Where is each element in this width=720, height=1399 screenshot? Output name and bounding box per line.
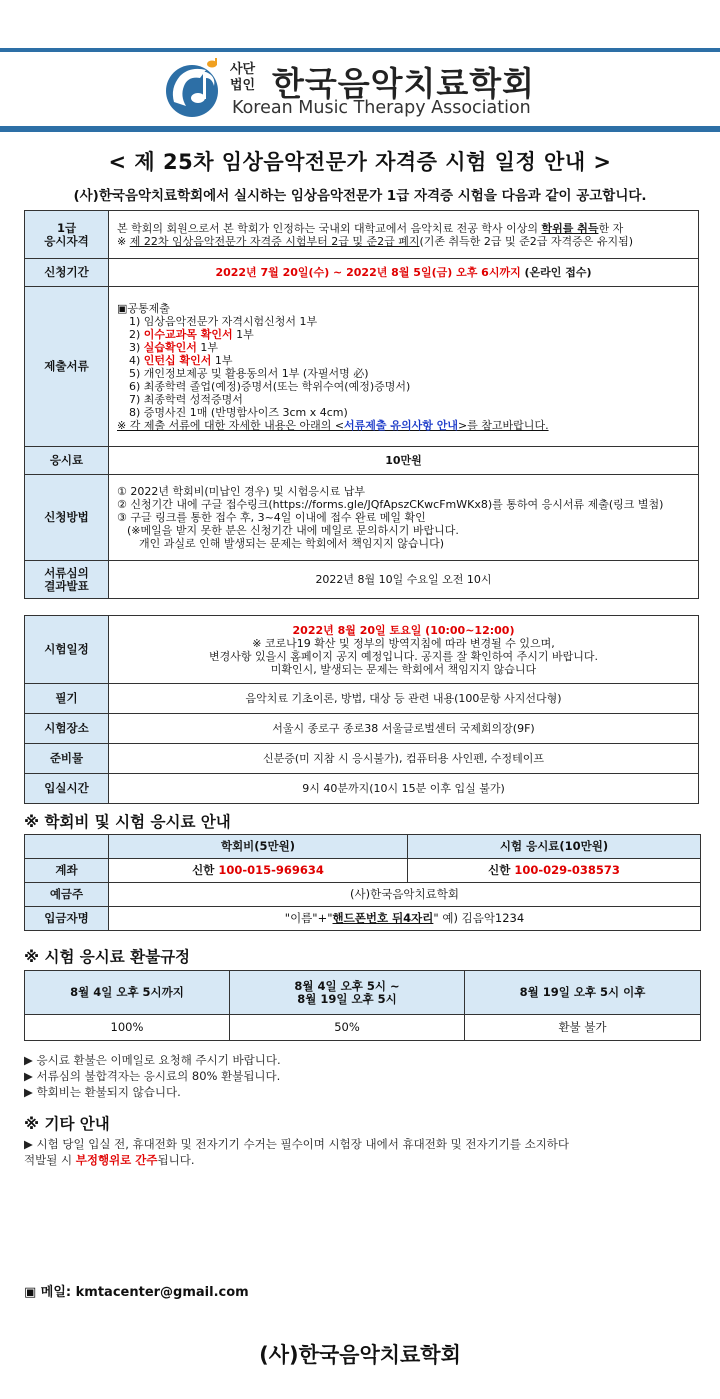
qualification-value: 본 학회의 회원으로서 본 학회가 인정하는 국내외 대학교에서 음악치료 전공 학사 이상의 학위를 취득한 자 ※ 제 22차 임상음악전문가 자격증 시험부터 2급 및 준2급 폐지(기존 취득한 2급 및 준2급 자격증은 유지됨) [109,211,699,259]
org-logo [160,56,580,124]
fee-label: 응시료 [25,447,109,475]
refund-col-half: 8월 4일 오후 5시 ~ 8월 19일 오후 5시 [230,971,465,1015]
account-label: 계좌 [25,859,109,883]
method-label: 신청방법 [25,475,109,561]
page-title: < 제 25차 임상음악전문가 자격증 시험 일정 안내 > [108,150,612,174]
table-row [25,561,699,599]
depositor-label: 입금자명 [25,907,109,931]
table-row [25,287,699,447]
membership-account: 신한 100-015-969634 [109,859,408,883]
table-row [25,684,699,714]
table-row [25,859,701,883]
org-name-korean: 한국음악치료학회 [272,64,536,103]
holder-label: 예금주 [25,883,109,907]
footer-org-name: (사)한국음악치료학회 [259,1343,461,1367]
table-row [25,259,699,287]
etc-section-title: ※ 기타 안내 [24,1115,110,1133]
page-subtitle: (사)한국음악치료학회에서 실시하는 임상음악전문가 1급 자격증 시험을 다음과 같이 공고합니다. [73,188,647,204]
payment-table [24,834,701,931]
org-name-english: Korean Music Therapy Association [232,98,531,118]
review-label: 서류심의 결과발표 [25,561,109,599]
review-value: 2022년 8월 10일 수요일 오전 10시 [109,561,699,599]
etc-notes: ▶ 시험 당일 입실 전, 휴대전화 및 전자기기 수거는 필수이며 시험장 내에서 휴대전화 및 전자기기를 소지하다 적발될 시 부정행위로 간주됩니다. [24,1137,570,1167]
application-info-table [24,210,699,599]
refund-section-title: ※ 시험 응시료 환불규정 [24,948,191,966]
header-top-bar [0,48,720,52]
exam-date-value: 2022년 8월 20일 토요일 (10:00~12:00) ※ 코로나19 확산 및 정부의 방역지침에 따라 변경될 수 있으며, 변경사항 있을시 홈페이지 공지 예정입니다. 공지를 잘 확인하여 주시기 바랍니다. 미확인시, 발생되는 문제는 학회에서 책임지지 않습니다 [109,616,699,684]
fee-value: 10만원 [109,447,699,475]
table-row [25,883,701,907]
exam-date-label: 시험일정 [25,616,109,684]
prep-value: 신분증(미 지참 시 응시불가), 컴퓨터용 사인펜, 수정테이프 [109,744,699,774]
table-row [25,211,699,259]
email-link[interactable]: kmtacenter@gmail.com [75,1285,249,1300]
documents-label: 제출서류 [25,287,109,447]
header-bottom-bar [0,126,720,132]
written-value: 음악치료 기초이론, 방법, 대상 등 관련 내용(100문항 사지선다형) [109,684,699,714]
place-value: 서울시 종로구 종로38 서울글로벌센터 국제회의장(9F) [109,714,699,744]
holder-value: (사)한국음악치료학회 [109,883,701,907]
entry-value: 9시 40분까지(10시 15분 이후 입실 불가) [109,774,699,804]
payment-section-title: ※ 학회비 및 시험 응시료 안내 [24,813,231,831]
exam-account: 신한 100-029-038573 [408,859,701,883]
table-row [25,744,699,774]
table-row [25,714,699,744]
music-note-emblem-icon [160,58,226,120]
table-row [25,447,699,475]
table-row [25,616,699,684]
place-label: 시험장소 [25,714,109,744]
refund-col-none: 8월 19일 오후 5시 이후 [465,971,701,1015]
refund-value-half: 50% [230,1015,465,1041]
qualification-label: 1급 응시자격 [25,211,109,259]
payment-corner-cell [25,835,109,859]
org-type-label: 사단 법인 [230,62,256,93]
period-label: 신청기간 [25,259,109,287]
method-value: ① 2022년 학회비(미납인 경우) 및 시험응시료 납부 ② 신청기간 내에 구글 접수링크(https://forms.gle/JQfApszCKwcFmWKx8)를 통하여 응시서류 제출(링크 별첨) ③ 구글 링크를 통한 접수 후, 3~4일 이내에 접수 완료 메일 확인 (※메일을 받지 못한 분은 신청기간 내에 메일로 문의하시기 바랍니다. 개인 과실로 인해 발생되는 문제는 학회에서 책임지지 않습니다) [109,475,699,561]
table-row [25,907,701,931]
table-row [25,475,699,561]
refund-value-none: 환불 불가 [465,1015,701,1041]
prep-label: 준비물 [25,744,109,774]
table-row [25,971,701,1015]
period-value: 2022년 7월 20일(수) ~ 2022년 8월 5일(금) 오후 6시까지 (온라인 접수) [109,259,699,287]
entry-label: 입실시간 [25,774,109,804]
exam-fee-header: 시험 응시료(10만원) [408,835,701,859]
depositor-value: "이름"+"핸드폰번호 뒤4자리" 예) 김음악1234 [109,907,701,931]
refund-col-full: 8월 4일 오후 5시까지 [25,971,230,1015]
documents-value: ▣공통제출 1) 임상음악전문가 자격시험신청서 1부 2) 이수교과목 확인서 1부 3) 실습확인서 1부 4) 인턴십 확인서 1부 5) 개인정보제공 및 활용동의서 1부 (자필서명 必) 6) 최종학력 졸업(예정)증명서(또는 학위수여(예정)증명서) 7) 최종학력 성적증명서 8) 증명사진 1매 (반명함사이즈 3cm x 4cm) ※ 각 제출 서류에 대한 자세한 내용은 아래의 <서류제출 유의사항 안내>를 참고바랍니다. [109,287,699,447]
contact-email: ▣ 메일: kmtacenter@gmail.com [24,1285,249,1300]
table-row [25,774,699,804]
refund-value-full: 100% [25,1015,230,1041]
refund-table [24,970,701,1041]
document-guide-link[interactable]: 서류제출 유의사항 안내 [344,418,458,432]
exam-info-table [24,615,699,804]
refund-notes: ▶ 응시료 환불은 이메일로 요청해 주시기 바랍니다. ▶ 서류심의 불합격자는 응시료의 80% 환불됩니다. ▶ 학회비는 환불되지 않습니다. [24,1053,281,1099]
membership-fee-header: 학회비(5만원) [109,835,408,859]
table-row [25,1015,701,1041]
written-label: 필기 [25,684,109,714]
table-row [25,835,701,859]
